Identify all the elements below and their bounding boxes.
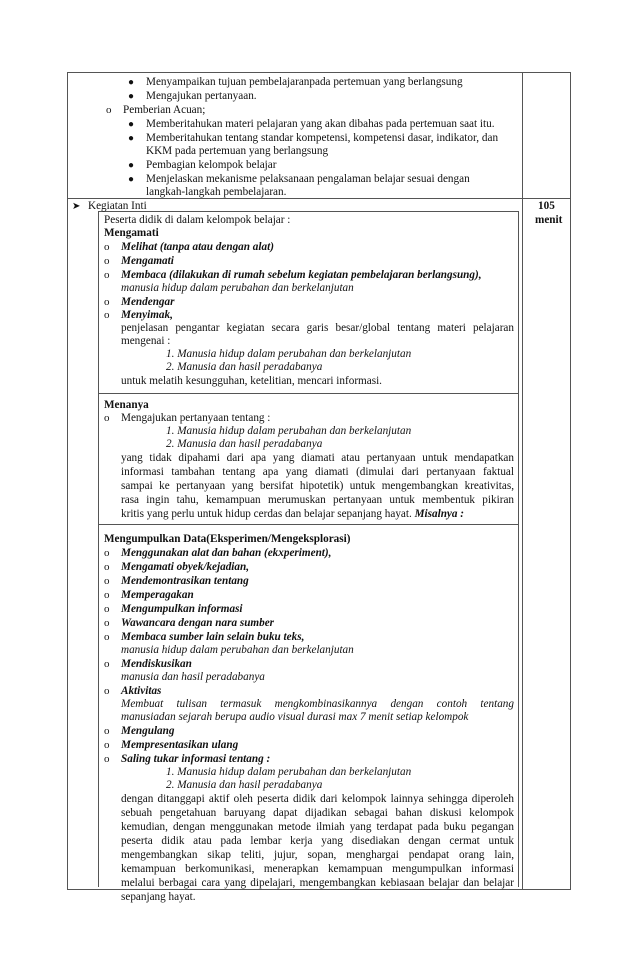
mengamati-numbered-1: 1. Manusia hidup dalam perubahan dan berkelanjutan [166,348,412,360]
menanya-para-3: sampai ke pertanyaan yang bersifat hipotetik) untuk mengembangkan kreativitas, [121,480,514,492]
inner-box-divider-1 [98,393,519,394]
mengumpulkan-para-7: melalui berbagai cara yang dipelajari, mengembangkan kebiasaan belajar dan belajar [121,877,514,889]
circle-bullet-icon: o [104,589,110,601]
menanya-para-2: informasi tambahan tentang apa yang diamati (dimulai dari pertanyaan faktual [121,466,514,478]
mengumpulkan-item-6: Wawancara dengan nara sumber [121,617,275,629]
mengumpulkan-para-2: sebuah pengetahuan baruyang dapat dijadikan sebagai bahan diskusi kelompok [121,807,514,819]
mengumpulkan-para-3: kemudian, dengan menggunakan metode ilmiah yang terdapat pada buku pegangan [121,821,514,833]
intro-bullet-a1: Menyampaikan tujuan pembelajaranpada pertemuan yang berlangsung [146,76,463,88]
intro-bullet-b2: Memberitahukan tentang standar kompetensi, kompetensi dasar, indikator, dan [146,132,499,144]
table-left-border [67,72,68,890]
table-column-divider [522,72,523,890]
circle-bullet-icon: o [104,575,110,587]
acuan-title: Pemberian Acuan; [123,104,206,116]
bullet-icon: ● [128,119,135,130]
mengumpulkan-aktivitas-sub-1: Membuat tulisan termasuk mengkombinasikannya dengan contoh tentang [121,698,514,710]
mengumpulkan-item-9: Aktivitas [121,685,162,697]
menanya-misalnya: Misalnya : [414,508,465,520]
mengumpulkan-title: Mengumpulkan Data(Eksperimen/Mengeksplorasi) [104,533,351,545]
inner-box-top [98,211,519,212]
intro-bullet-b2-cont: KKM pada pertemuan yang berlangsung [146,145,329,157]
mengamati-item-4: Mendengar [121,296,175,308]
mengumpulkan-numbered-2: 2. Manusia dan hasil peradabanya [166,779,323,791]
mengamati-item-5: Menyimak, [121,309,173,321]
circle-bullet-icon: o [104,296,110,308]
inner-box-right [518,211,519,887]
table-right-border [570,72,571,890]
mengumpulkan-item-1: Menggunakan alat dan bahan (ekxperiment), [121,547,332,559]
circle-bullet-icon: o [104,309,110,321]
circle-bullet-icon: o [104,725,110,737]
mengamati-item-3: Membaca (dilakukan di rumah sebelum kegiatan pembelajaran berlangsung), [121,269,482,281]
table-row-divider [67,198,571,199]
intro-bullet-b4: Menjelaskan mekanisme pelaksanaan pengalaman belajar sesuai dengan [146,173,470,185]
mengumpulkan-item-12: Saling tukar informasi tentang : [121,753,271,765]
mengumpulkan-item-7: Membaca sumber lain selain buku teks, [121,631,305,643]
bullet-icon: ● [128,174,135,185]
table-top-border [67,72,571,73]
mengamati-closing: untuk melatih kesungguhan, ketelitian, mencari informasi. [121,375,382,387]
bullet-icon: ● [128,160,135,171]
circle-bullet-icon: o [104,269,110,281]
mengamati-intro: Peserta didik di dalam kelompok belajar : [104,214,291,226]
mengumpulkan-para-5: mengembangkan sikap teliti, jujur, sopan, menghargai pendapat orang lain, [121,849,514,861]
menanya-title: Menanya [104,399,149,411]
circle-bullet-icon: o [106,104,112,116]
mengumpulkan-item-5: Mengumpulkan informasi [121,603,243,615]
mengumpulkan-item-8: Mendiskusikan [121,658,192,670]
circle-bullet-icon: o [104,753,110,765]
mengumpulkan-membaca-sub: manusia hidup dalam perubahan dan berkelanjutan [121,644,354,656]
bullet-icon: ● [128,91,135,102]
inner-box-left [98,211,99,887]
mengumpulkan-para-4: peserta didik atau pada lembar kerja yang disediakan dengan cermat untuk [121,835,514,847]
mengamati-item-1: Melihat (tanpa atau dengan alat) [121,241,274,253]
time-unit: menit [535,214,563,226]
circle-bullet-icon: o [104,255,110,267]
intro-bullet-b3: Pembagian kelompok belajar [146,159,277,171]
menanya-para-1: yang tidak dipahami dari apa yang diamati atau pertanyaan untuk mendapatkan [121,452,514,464]
mengumpulkan-last-line: sepanjang hayat. [121,891,196,903]
circle-bullet-icon: o [104,617,110,629]
circle-bullet-icon: o [104,547,110,559]
menanya-item: Mengajukan pertanyaan tentang : [121,412,271,424]
circle-bullet-icon: o [104,603,110,615]
menanya-last-line [121,508,464,521]
circle-bullet-icon: o [104,561,110,573]
mengumpulkan-numbered-1: 1. Manusia hidup dalam perubahan dan berkelanjutan [166,766,412,778]
time-value: 105 [538,200,555,212]
intro-bullet-a2: Mengajukan pertanyaan. [146,90,257,102]
mengumpulkan-aktivitas-sub-2: manusiadan sejarah berupa audio visual durasi max 7 menit setiap kelompok [121,711,469,723]
circle-bullet-icon: o [104,412,110,424]
menanya-para-4: rasa ingin tahu, kemampuan merumuskan pertanyaan untuk membentuk pikiran [121,494,514,506]
circle-bullet-icon: o [104,658,110,670]
mengamati-menyimak-text-2: mengenai : [121,335,171,347]
intro-bullet-b1: Memberitahukan materi pelajaran yang akan dibahas pada pertemuan saat itu. [146,118,495,130]
intro-bullet-b4-cont: langkah-langkah pembelajaran. [146,186,287,198]
menanya-numbered-2: 2. Manusia dan hasil peradabanya [166,438,323,450]
mengumpulkan-item-10: Mengulang [121,725,175,737]
mengumpulkan-para-1: dengan ditanggapi aktif oleh peserta didik dari kelompok lainnya sehingga diperoleh [121,793,514,805]
kegiatan-inti-heading: Kegiatan Inti [88,200,147,212]
bullet-icon: ● [128,133,135,144]
mengamati-title: Mengamati [104,227,159,239]
circle-bullet-icon: o [104,631,110,643]
mengumpulkan-item-11: Mempresentasikan ulang [121,739,239,751]
arrow-bullet-icon: ➤ [72,201,81,212]
mengumpulkan-item-4: Memperagakan [121,589,194,601]
mengumpulkan-para-6: kemampuan berkomunikasi, menerapkan kemampuan mengumpulkan informasi [121,863,514,875]
bullet-icon: ● [128,77,135,88]
mengumpulkan-item-3: Mendemontrasikan tentang [121,575,249,587]
mengumpulkan-diskusi-sub: manusia dan hasil peradabanya [121,671,265,683]
mengamati-numbered-2: 2. Manusia dan hasil peradabanya [166,361,323,373]
mengamati-membaca-sub: manusia hidup dalam perubahan dan berkelanjutan [121,282,354,294]
circle-bullet-icon: o [104,241,110,253]
mengumpulkan-item-2: Mengamati obyek/kejadian, [121,561,250,573]
inner-box-divider-2 [98,524,519,525]
mengamati-item-2: Mengamati [121,255,174,267]
circle-bullet-icon: o [104,685,110,697]
menanya-last-line-text: kritis yang perlu untuk hidup cerdas dan belajar sepanjang hayat. [121,508,412,520]
menanya-numbered-1: 1. Manusia hidup dalam perubahan dan berkelanjutan [166,425,412,437]
mengamati-menyimak-text-1: penjelasan pengantar kegiatan secara garis besar/global tentang materi pelajaran [121,322,514,334]
circle-bullet-icon: o [104,739,110,751]
